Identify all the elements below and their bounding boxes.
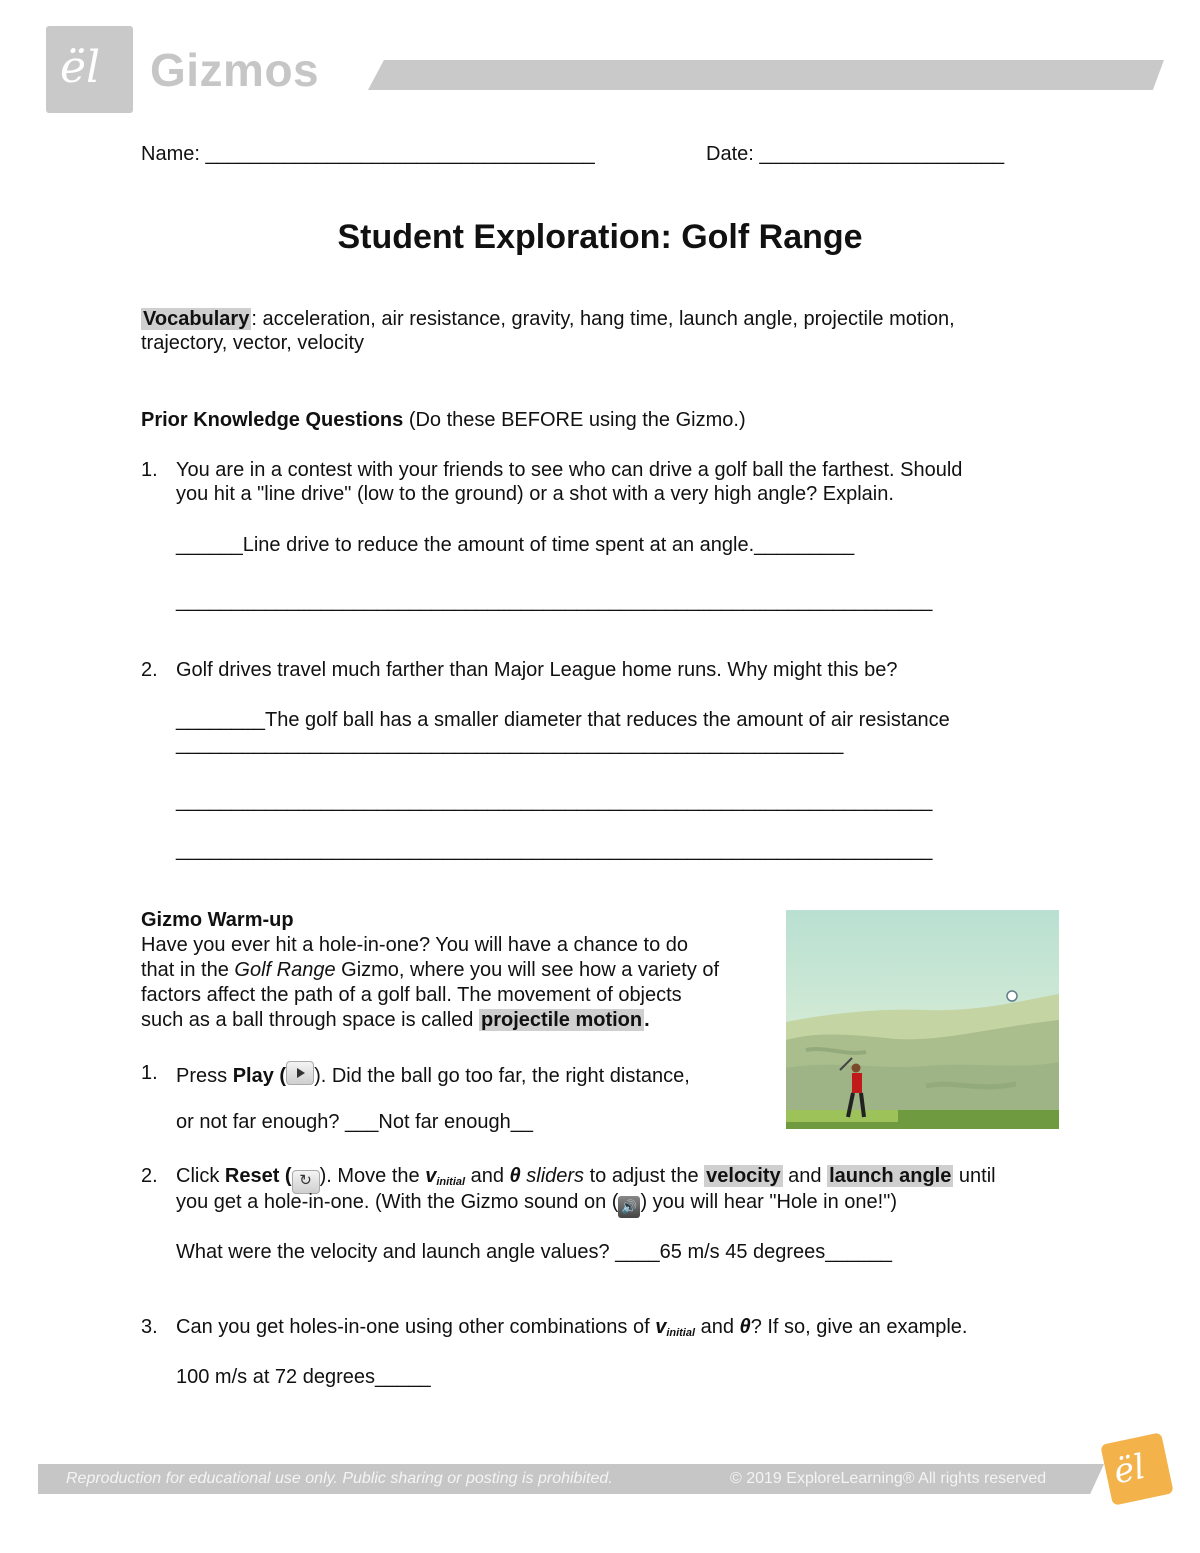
- theta-symbol: θ: [509, 1165, 521, 1187]
- brand-name: Gizmos: [150, 44, 320, 96]
- warmup-heading: [141, 908, 294, 933]
- projectile-motion-term: projectile motion: [480, 1009, 643, 1031]
- warmup-text-2b: Gizmo, where you will see how a variety of: [335, 959, 720, 981]
- step2-and2: and: [782, 1165, 828, 1187]
- play-icon[interactable]: [286, 1061, 314, 1085]
- v-subscript-2: initial: [666, 1327, 696, 1339]
- velocity-term: velocity: [706, 1165, 781, 1187]
- step1-paren: (: [273, 1065, 287, 1087]
- q1-answer[interactable]: ______Line drive to reduce the amount of time spent at an angle._________: [176, 534, 855, 556]
- warmup-text-4b: .: [644, 1009, 650, 1031]
- step3-text: [176, 1315, 967, 1346]
- vocabulary-label: Vocabulary: [143, 308, 250, 330]
- corner-logo-glyph: ël: [1110, 1446, 1149, 1493]
- prior-note: (Do these BEFORE using the Gizmo.): [403, 409, 746, 431]
- vocabulary-terms-2: trajectory, vector, velocity: [141, 332, 365, 354]
- warmup-text-4a: such as a ball through space is called: [141, 1009, 479, 1031]
- step2-sound-b: ) you will hear "Hole in one!"): [640, 1191, 897, 1213]
- header-bar: [368, 60, 1164, 90]
- gizmos-logo: [46, 26, 133, 113]
- step2-number: 2.: [141, 1165, 158, 1187]
- step1-press: Press: [176, 1065, 233, 1087]
- gizmo-name: Golf Range: [234, 959, 336, 981]
- step3-text-a: Can you get holes-in-one using other combinations of: [176, 1316, 656, 1338]
- date-field[interactable]: Date: ______________________: [706, 143, 1005, 165]
- q1-blank-line[interactable]: ____________________________________________________________________: [176, 590, 933, 612]
- play-label: Play: [232, 1065, 274, 1087]
- q2-number: 2.: [141, 659, 158, 681]
- q2-blank-line-2[interactable]: ____________________________________________________________________: [176, 839, 933, 861]
- step3-number: 3.: [141, 1316, 158, 1338]
- v-symbol: v: [425, 1165, 437, 1187]
- step2-paren: (: [279, 1165, 292, 1187]
- step1-number: 1.: [141, 1062, 158, 1084]
- q1-text-2: you hit a "line drive" (low to the ground) or a shot with a very high angle? Explain.: [176, 483, 894, 505]
- step2-answer[interactable]: What were the velocity and launch angle values? ____65 m/s 45 degrees______: [176, 1241, 893, 1263]
- prior-heading-text: Prior Knowledge Questions: [141, 409, 404, 431]
- step3-answer[interactable]: 100 m/s at 72 degrees_____: [176, 1366, 431, 1388]
- step2-text-2: [176, 1190, 897, 1218]
- step2-move: ). Move the: [319, 1165, 426, 1187]
- step1-text: [176, 1061, 690, 1089]
- vocabulary-terms-1: : acceleration, air resistance, gravity, hang time, launch angle, projectile motion,: [251, 308, 955, 330]
- warmup-heading-text: Gizmo Warm-up: [141, 909, 294, 931]
- step2-sound-a: you get a hole-in-one. (With the Gizmo sound on (: [176, 1191, 619, 1213]
- prior-knowledge-heading: [141, 408, 746, 433]
- q1-number: 1.: [141, 459, 158, 481]
- warmup-text-4: [141, 1008, 650, 1033]
- reset-label: Reset: [224, 1165, 280, 1187]
- vocabulary-line-1: [141, 307, 955, 332]
- q1-text-1: You are in a contest with your friends to see who can drive a golf ball the farthest. Should: [176, 459, 963, 481]
- warmup-text-1: Have you ever hit a hole-in-one? You will have a chance to do: [141, 934, 689, 956]
- step3-and: and: [695, 1316, 740, 1338]
- step1-answer[interactable]: or not far enough? ___Not far enough__: [176, 1111, 533, 1133]
- step2-adjust: to adjust the: [584, 1165, 705, 1187]
- step2-click: Click: [176, 1165, 225, 1187]
- step2-and1: and: [465, 1165, 510, 1187]
- footer-disclaimer: Reproduction for educational use only. Public sharing or posting is prohibited.: [66, 1470, 613, 1487]
- golf-range-image: [786, 910, 1059, 1129]
- q2-text: Golf drives travel much farther than Major League home runs. Why might this be?: [176, 659, 898, 681]
- theta-symbol-2: θ: [739, 1316, 751, 1338]
- explorelearning-logo: [1100, 1432, 1174, 1506]
- golf-range-illustration: [786, 910, 1059, 1129]
- reset-icon[interactable]: ↻: [292, 1170, 320, 1194]
- v-symbol-2: v: [655, 1316, 667, 1338]
- sliders-word: sliders: [520, 1165, 585, 1187]
- warmup-text-2: [141, 958, 719, 983]
- step1-rest: ). Did the ball go too far, the right distance,: [314, 1065, 690, 1087]
- page-title: Student Exploration: Golf Range: [337, 218, 863, 256]
- warmup-text-2a: that in the: [141, 959, 235, 981]
- q2-answer[interactable]: ________The golf ball has a smaller diameter that reduces the amount of air resistance: [176, 709, 950, 731]
- launch-angle-term: launch angle: [829, 1165, 952, 1187]
- logo-glyph: ël: [60, 42, 101, 93]
- q2-answer-cont[interactable]: ____________________________________________________________: [176, 733, 844, 755]
- step2-until: until: [953, 1165, 996, 1187]
- sound-icon[interactable]: 🔊: [618, 1196, 640, 1218]
- warmup-text-3: factors affect the path of a golf ball. The movement of objects: [141, 984, 682, 1006]
- q2-blank-line-1[interactable]: ____________________________________________________________________: [176, 790, 933, 812]
- footer-copyright: © 2019 ExploreLearning® All rights reserved: [730, 1470, 1047, 1487]
- step3-text-b: ? If so, give an example.: [750, 1316, 968, 1338]
- name-field[interactable]: Name: ___________________________________: [141, 143, 595, 165]
- v-subscript: initial: [436, 1176, 466, 1188]
